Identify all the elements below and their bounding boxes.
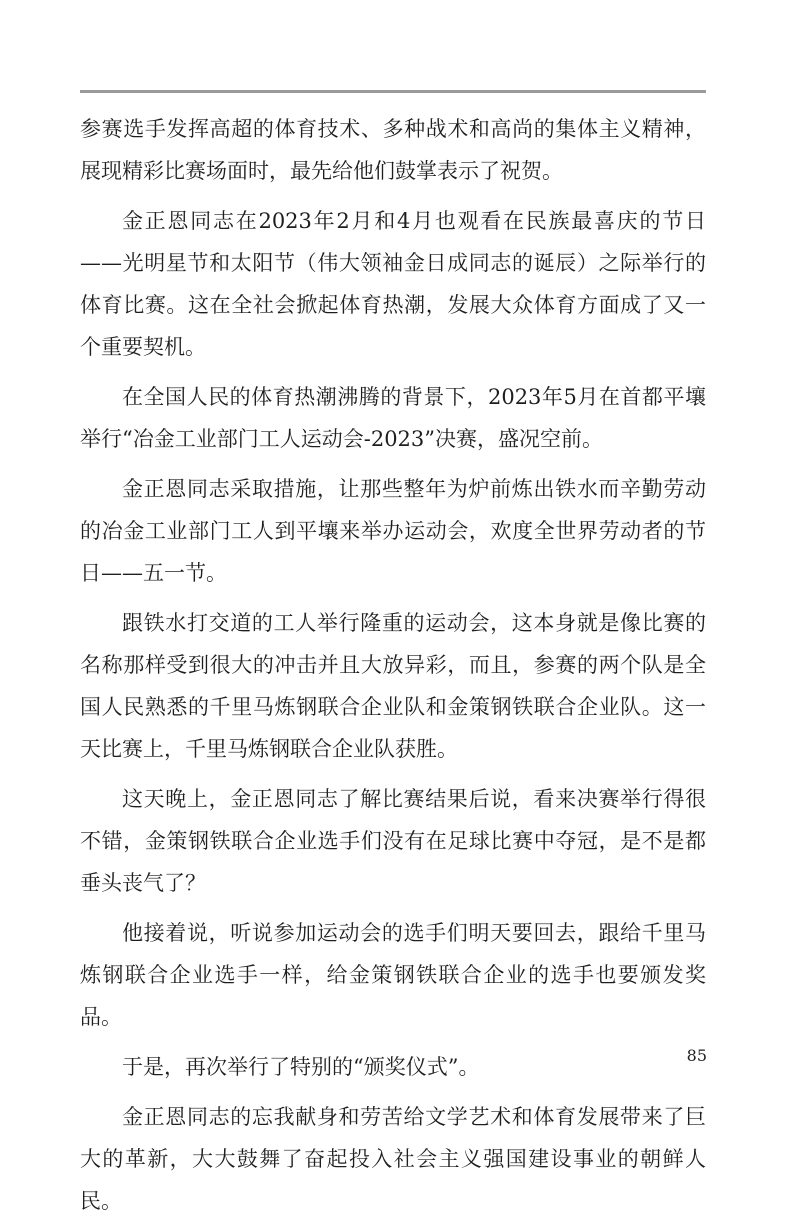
paragraph-4: 金正恩同志采取措施，让那些整年为炉前炼出铁水而辛勤劳动的冶金工业部门工人到平壤来举办运动会，欢度全世界劳动者的节日——五一节。 (80, 477, 706, 585)
paragraph-2: 金正恩同志在2023年2月和4月也观看在民族最喜庆的节日——光明星节和太阳节（伟大领袖金日成同志的诞辰）之际举行的体育比赛。这在全社会掀起体育热潮，发展大众体育方面成了又一个重要契机。 (80, 209, 706, 359)
paragraph-7: 他接着说，听说参加运动会的选手们明天要回去，跟给千里马炼钢联合企业选手一样，给金策钢铁联合企业的选手也要颁发奖品。 (80, 921, 706, 1029)
paragraph-9: 金正恩同志的忘我献身和劳苦给文学艺术和体育发展带来了巨大的革新，大大鼓舞了奋起投入社会主义强国建设事业的朝鲜人民。 (80, 1105, 706, 1213)
paragraph-6: 这天晚上，金正恩同志了解比赛结果后说，看来决赛举行得很不错，金策钢铁联合企业选手们没有在足球比赛中夺冠，是不是都垂头丧气了？ (80, 787, 706, 895)
header-rule (80, 90, 706, 93)
paragraph-8: 于是，再次举行了特别的“颁奖仪式”。 (122, 1055, 480, 1079)
paragraph-5: 跟铁水打交道的工人举行隆重的运动会，这本身就是像比赛的名称那样受到很大的冲击并且大放异彩，而且，参赛的两个队是全国人民熟悉的千里马炼钢联合企业队和金策钢铁联合企业队。这一天比赛上，千里马炼钢联合企业队获胜。 (80, 611, 706, 761)
body-text (80, 108, 706, 1222)
page-number: 85 (686, 1046, 707, 1065)
paragraph-3: 在全国人民的体育热潮沸腾的背景下，2023年5月在首都平壤举行“冶金工业部门工人运动会-2023”决赛，盛况空前。 (80, 385, 706, 451)
paragraph-1: 参赛选手发挥高超的体育技术、多种战术和高尚的集体主义精神，展现精彩比赛场面时，最先给他们鼓掌表示了祝贺。 (80, 117, 706, 183)
